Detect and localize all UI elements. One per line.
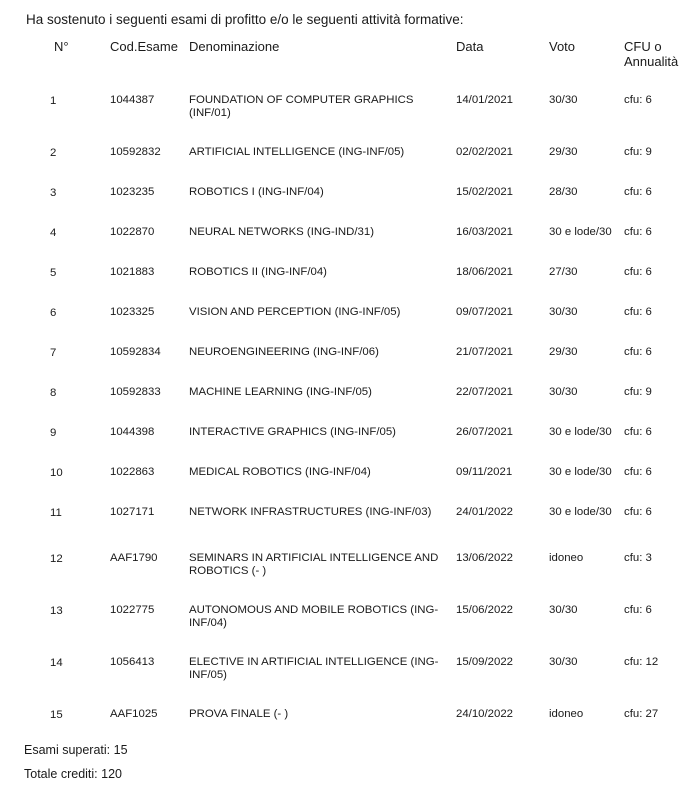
exam-date: 26/07/2021 bbox=[456, 426, 514, 438]
exam-date: 09/07/2021 bbox=[456, 306, 514, 318]
exam-code: 1023235 bbox=[110, 186, 155, 198]
exam-name: AUTONOMOUS AND MOBILE ROBOTICS (ING-INF/04) bbox=[189, 604, 439, 629]
exam-credits: cfu: 6 bbox=[624, 466, 652, 478]
exam-name: NETWORK INFRASTRUCTURES (ING-INF/03) bbox=[189, 506, 432, 518]
exam-number: 15 bbox=[50, 709, 63, 721]
exam-name: NEUROENGINEERING (ING-INF/06) bbox=[189, 346, 379, 358]
exam-name: NEURAL NETWORKS (ING-IND/31) bbox=[189, 226, 375, 238]
exam-name: MACHINE LEARNING (ING-INF/05) bbox=[189, 386, 372, 398]
exam-row-12 bbox=[0, 553, 683, 593]
exam-row-8 bbox=[0, 387, 683, 427]
exam-date: 15/02/2021 bbox=[456, 186, 514, 198]
exam-date: 24/01/2022 bbox=[456, 506, 514, 518]
exam-credits: cfu: 12 bbox=[624, 656, 659, 668]
exam-grade: idoneo bbox=[549, 552, 584, 564]
exam-row-5 bbox=[0, 267, 683, 307]
exam-grade: 29/30 bbox=[549, 146, 578, 158]
exam-credits: cfu: 6 bbox=[624, 226, 652, 238]
exam-name: MEDICAL ROBOTICS (ING-INF/04) bbox=[189, 466, 371, 478]
exam-name: VISION AND PERCEPTION (ING-INF/05) bbox=[189, 306, 401, 318]
intro-text: Ha sostenuto i seguenti esami di profitto e/o le seguenti attività formative: bbox=[26, 12, 464, 27]
exams-passed-summary: Esami superati: 15 bbox=[24, 743, 128, 757]
exam-number: 8 bbox=[50, 387, 57, 399]
exam-name: ROBOTICS I (ING-INF/04) bbox=[189, 186, 324, 198]
exam-grade: 30/30 bbox=[549, 656, 578, 668]
exam-date: 09/11/2021 bbox=[456, 466, 513, 478]
header-date: Data bbox=[456, 39, 484, 54]
exam-row-7 bbox=[0, 347, 683, 387]
exam-code: 1044398 bbox=[110, 426, 155, 438]
exam-credits: cfu: 3 bbox=[624, 552, 652, 564]
exam-number: 1 bbox=[50, 95, 57, 107]
exam-number: 10 bbox=[50, 467, 63, 479]
exam-row-3 bbox=[0, 187, 683, 227]
exam-code: 1021883 bbox=[110, 266, 155, 278]
header-name: Denominazione bbox=[189, 39, 280, 54]
header-cfu: CFU o Annualità bbox=[624, 39, 679, 69]
exam-date: 16/03/2021 bbox=[456, 226, 514, 238]
exam-credits: cfu: 27 bbox=[624, 708, 659, 720]
header-code: Cod.Esame bbox=[110, 39, 178, 54]
exam-name: INTERACTIVE GRAPHICS (ING-INF/05) bbox=[189, 426, 396, 438]
exam-date: 15/06/2022 bbox=[456, 604, 514, 616]
exam-row-14 bbox=[0, 657, 683, 697]
exam-number: 3 bbox=[50, 187, 57, 199]
exam-credits: cfu: 6 bbox=[624, 306, 652, 318]
exam-number: 12 bbox=[50, 553, 63, 565]
exam-number: 9 bbox=[50, 427, 57, 439]
exam-credits: cfu: 6 bbox=[624, 506, 652, 518]
exam-name: ARTIFICIAL INTELLIGENCE (ING-INF/05) bbox=[189, 146, 405, 158]
total-credits-summary: Totale crediti: 120 bbox=[24, 767, 122, 781]
exam-grade: 30 e lode/30 bbox=[549, 506, 612, 518]
exam-date: 14/01/2021 bbox=[456, 94, 514, 106]
exam-number: 2 bbox=[50, 147, 57, 159]
exam-grade: idoneo bbox=[549, 708, 584, 720]
exam-date: 18/06/2021 bbox=[456, 266, 514, 278]
exam-grade: 30/30 bbox=[549, 604, 578, 616]
exam-grade: 29/30 bbox=[549, 346, 578, 358]
exam-row-6 bbox=[0, 307, 683, 347]
exam-date: 21/07/2021 bbox=[456, 346, 514, 358]
exam-grade: 28/30 bbox=[549, 186, 578, 198]
exam-grade: 30/30 bbox=[549, 94, 578, 106]
exam-row-9 bbox=[0, 427, 683, 467]
exam-number: 11 bbox=[50, 507, 62, 519]
exam-date: 13/06/2022 bbox=[456, 552, 514, 564]
exam-credits: cfu: 6 bbox=[624, 186, 652, 198]
exam-row-10 bbox=[0, 467, 683, 507]
exam-code: 1056413 bbox=[110, 656, 155, 668]
exam-code: 1022775 bbox=[110, 604, 155, 616]
exam-credits: cfu: 6 bbox=[624, 426, 652, 438]
exam-code: 10592833 bbox=[110, 386, 161, 398]
exam-credits: cfu: 9 bbox=[624, 386, 652, 398]
exam-code: 1023325 bbox=[110, 306, 155, 318]
exam-credits: cfu: 9 bbox=[624, 146, 652, 158]
exam-number: 6 bbox=[50, 307, 57, 319]
exam-number: 4 bbox=[50, 227, 57, 239]
exam-code: AAF1025 bbox=[110, 708, 158, 720]
exam-grade: 30/30 bbox=[549, 306, 578, 318]
exam-code: AAF1790 bbox=[110, 552, 158, 564]
header-num: N° bbox=[54, 39, 69, 54]
exam-grade: 27/30 bbox=[549, 266, 578, 278]
exam-code: 1022863 bbox=[110, 466, 155, 478]
exam-number: 14 bbox=[50, 657, 63, 669]
exam-code: 1022870 bbox=[110, 226, 155, 238]
header-voto: Voto bbox=[549, 39, 576, 54]
exam-name: PROVA FINALE (- ) bbox=[189, 708, 289, 720]
exam-credits: cfu: 6 bbox=[624, 604, 652, 616]
exam-code: 10592834 bbox=[110, 346, 161, 358]
exam-credits: cfu: 6 bbox=[624, 94, 652, 106]
exam-code: 1044387 bbox=[110, 94, 155, 106]
exam-date: 22/07/2021 bbox=[456, 386, 514, 398]
exam-row-11 bbox=[0, 507, 683, 547]
exam-credits: cfu: 6 bbox=[624, 266, 652, 278]
exam-credits: cfu: 6 bbox=[624, 346, 652, 358]
exam-grade: 30 e lode/30 bbox=[549, 426, 612, 438]
exam-grade: 30/30 bbox=[549, 386, 578, 398]
exam-number: 5 bbox=[50, 267, 57, 279]
exam-row-1 bbox=[0, 95, 683, 135]
exam-code: 1027171 bbox=[110, 506, 155, 518]
exam-row-13 bbox=[0, 605, 683, 645]
exam-name: SEMINARS IN ARTIFICIAL INTELLIGENCE AND ROBOTICS (- ) bbox=[189, 552, 439, 577]
exam-grade: 30 e lode/30 bbox=[549, 226, 612, 238]
exam-name: FOUNDATION OF COMPUTER GRAPHICS (INF/01) bbox=[189, 94, 414, 119]
exam-grade: 30 e lode/30 bbox=[549, 466, 612, 478]
exam-name: ELECTIVE IN ARTIFICIAL INTELLIGENCE (ING-INF/05) bbox=[189, 656, 439, 681]
exam-row-2 bbox=[0, 147, 683, 187]
exam-number: 13 bbox=[50, 605, 63, 617]
exam-code: 10592832 bbox=[110, 146, 161, 158]
exam-name: ROBOTICS II (ING-INF/04) bbox=[189, 266, 327, 278]
exam-date: 02/02/2021 bbox=[456, 146, 514, 158]
exam-number: 7 bbox=[50, 347, 57, 359]
exam-row-4 bbox=[0, 227, 683, 267]
exam-date: 15/09/2022 bbox=[456, 656, 514, 668]
exam-date: 24/10/2022 bbox=[456, 708, 514, 720]
